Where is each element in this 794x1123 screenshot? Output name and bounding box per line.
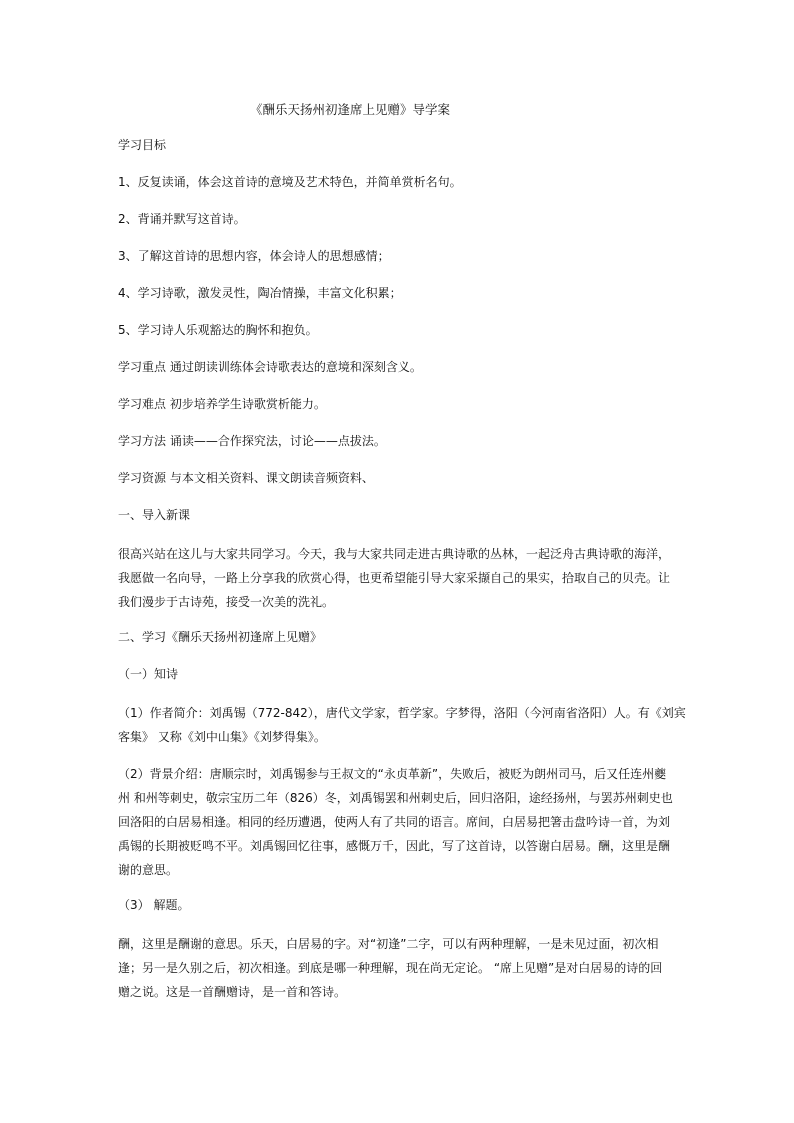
key-point: 学习重点 通过朗读训练体会诗歌表达的意境和深刻含义。: [118, 360, 422, 374]
subsection-heading: （一）知诗: [118, 667, 179, 681]
author-paragraph: [118, 701, 686, 749]
background-paragraph: [118, 762, 676, 882]
paragraph-line: 禹锡的长期被贬鸣不平。刘禹锡回忆往事，感慨万千，因此，写了这首诗，以答谢白居易。酬，这里是酬: [118, 839, 671, 853]
subsection-heading: （3） 解题。: [118, 898, 190, 912]
objective-item: 3、了解这首诗的思想内容，体会诗人的思想感情；: [118, 249, 390, 263]
paragraph-line: 很高兴站在这儿与大家共同学习。今天，我与大家共同走进古典诗歌的丛林，一起泛舟古典诗歌的海洋，: [118, 547, 671, 561]
paragraph-line: 我们漫步于古诗苑，接受一次美的洗礼。: [118, 595, 335, 609]
method: 学习方法 诵读——合作探究法，讨论——点拔法。: [118, 434, 386, 448]
document-title: 《酬乐天扬州初逢席上见赠》导学案: [249, 102, 450, 117]
document-body: [118, 135, 686, 1017]
objectives-heading: 学习目标: [118, 138, 167, 152]
paragraph-line: 回洛阳的白居易相逢。相同的经历遭遇，使两人有了共同的语言。席间，白居易把箸击盘吟诗一首，为刘: [118, 815, 671, 829]
paragraph-line: 酬，这里是酬谢的意思。乐天，白居易的字。对“初逢”二字，可以有两种理解，一是未见过面，初次相: [118, 937, 659, 951]
objective-item: 4、学习诗歌，激发灵性，陶冶情操，丰富文化积累；: [118, 286, 402, 300]
paragraph-line: 谢的意思。: [118, 863, 179, 877]
objective-item: 2、背诵并默写这首诗。: [118, 212, 246, 226]
paragraph-line: 州 和州等刺史，敬宗宝历二年（826）冬，刘禹锡罢和州刺史后，回归洛阳，途经扬州，与罢苏州刺史也: [118, 791, 673, 805]
intro-paragraph: [118, 542, 676, 614]
paragraph-line: 我愿做一名向导，一路上分享我的欣赏心得，也更希望能引导大家采撷自己的果实，拾取自己的贝壳。让: [118, 571, 671, 585]
paragraph-line: （2）背景介绍：唐顺宗时，刘禹锡参与王叔文的“永贞革新”，失败后，被贬为朗州司马，后又任连州夔: [118, 767, 667, 781]
section-heading: 一、导入新课: [118, 508, 191, 522]
paragraph-line: 客集》 又称《刘中山集》《刘梦得集》。: [118, 730, 326, 744]
objective-item: 5、学习诗人乐观豁达的胸怀和抱负。: [118, 323, 318, 337]
resources: 学习资源 与本文相关资料、课文朗读音频资料、: [118, 471, 374, 485]
difficulty: 学习难点 初步培养学生诗歌赏析能力。: [118, 397, 326, 411]
section-heading: 二、学习《酬乐天扬州初逢席上见赠》: [118, 630, 323, 644]
paragraph-line: （1）作者简介：刘禹锡（772-842），唐代文学家，哲学家。字梦得，洛阳（今河南省洛阳）人。有《刘宾: [118, 706, 686, 720]
title-analysis-paragraph: [118, 932, 676, 1004]
paragraph-line: 逢；另一是久别之后，初次相逢。到底是哪一种理解，现在尚无定论。 “席上见赠”是对白居易的诗的回: [118, 961, 663, 975]
paragraph-line: 赠之说。这是一首酬赠诗，是一首和答诗。: [118, 985, 347, 999]
objective-item: 1、反复读诵，体会这首诗的意境及艺术特色，并简单赏析名句。: [118, 175, 462, 189]
